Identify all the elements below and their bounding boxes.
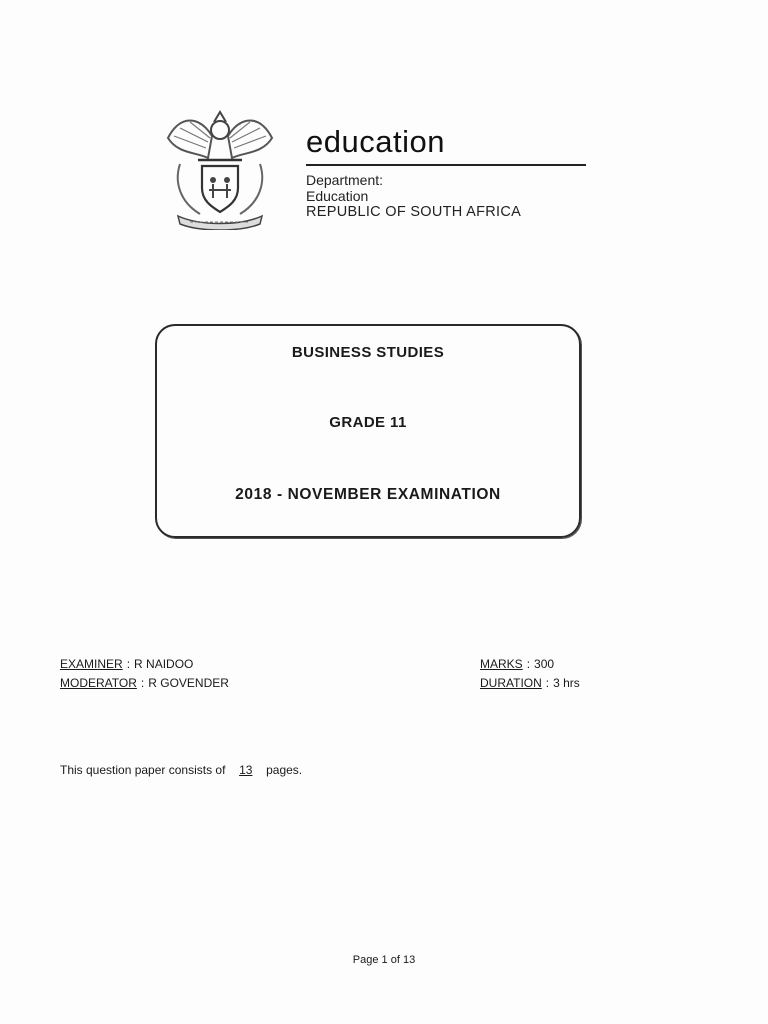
marks-label: MARKS xyxy=(480,657,523,671)
examiner-value: R NAIDOO xyxy=(134,657,194,671)
brand-divider xyxy=(306,164,586,166)
duration-row: DURATION : 3 hrs xyxy=(480,676,580,690)
exam-title: 2018 - NOVEMBER EXAMINATION xyxy=(235,486,501,503)
country-name: REPUBLIC OF SOUTH AFRICA xyxy=(306,204,522,220)
page-count-suffix: pages. xyxy=(266,763,303,777)
brand-wordmark: education xyxy=(306,124,445,159)
department-line-1: Department: xyxy=(306,172,384,188)
examiner-row: EXAMINER : R NAIDOO xyxy=(60,657,194,671)
subject-title: BUSINESS STUDIES xyxy=(291,344,445,361)
moderator-row: MODERATOR : R GOVENDER xyxy=(60,676,229,690)
moderator-value: R GOVENDER xyxy=(148,676,229,690)
marks-value: 300 xyxy=(534,657,555,671)
duration-value: 3 hrs xyxy=(553,676,580,690)
duration-label: DURATION xyxy=(480,676,542,690)
exam-info xyxy=(480,655,580,693)
moderator-label: MODERATOR xyxy=(60,676,137,690)
page-count-value: 13 xyxy=(239,763,253,777)
staff-info xyxy=(60,655,229,693)
examiner-label: EXAMINER xyxy=(60,657,123,671)
coat-of-arms-icon xyxy=(160,108,280,230)
grade-title: GRADE 11 xyxy=(329,414,407,431)
title-box xyxy=(155,324,581,538)
marks-row: MARKS : 300 xyxy=(480,657,555,671)
page-footer: Page 1 of 13 xyxy=(352,954,416,966)
department-line-2: Education xyxy=(306,188,369,204)
page-count-note xyxy=(60,763,302,777)
department-block xyxy=(306,172,521,220)
page-count-prefix: This question paper consists of xyxy=(60,763,226,777)
